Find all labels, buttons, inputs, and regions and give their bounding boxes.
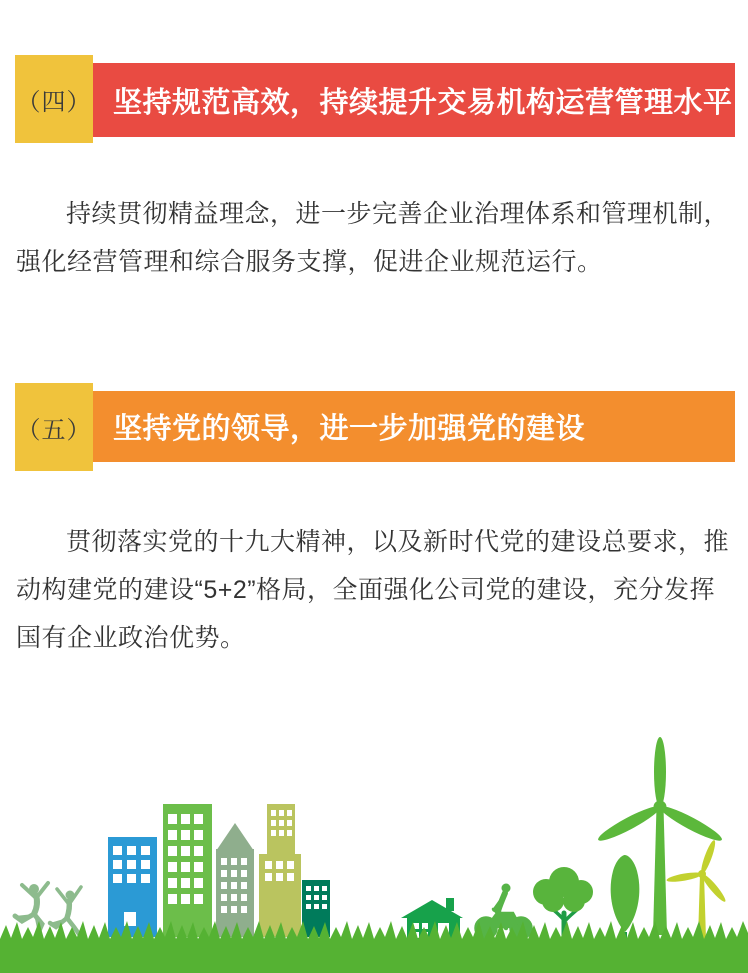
section4-title-banner [93, 63, 735, 137]
section5-title-banner [93, 391, 735, 462]
tree-icon [533, 867, 593, 939]
gray-building [216, 823, 254, 937]
green-building-windows [168, 814, 203, 904]
blue-building-door [124, 912, 136, 926]
olive-building [259, 804, 301, 937]
olive-building-upper-windows [271, 810, 292, 836]
eco-city-illustration [0, 713, 748, 973]
section4-number-badge: （四） [15, 55, 93, 143]
section4-title: 坚持规范高效，持续提升交易机构运营管理水平 [113, 86, 733, 119]
section5-body [16, 518, 740, 662]
blue-building [108, 837, 157, 937]
olive-building-lower-windows [265, 861, 294, 881]
body-line: 贯彻落实党的十九大精神，以及新时代党的建设总要求，推 [66, 528, 730, 556]
small-wind-turbine-icon [666, 839, 728, 939]
blue-building-windows [113, 846, 150, 883]
body-line: 国有企业政治优势。 [16, 624, 246, 652]
body-line: 持续贯彻精益理念，进一步完善企业治理体系和管理机制， [66, 200, 730, 228]
gray-building-windows [221, 858, 247, 913]
section4-body [16, 190, 740, 286]
teal-building-windows [306, 886, 330, 909]
section5-number-badge: （五） [15, 383, 93, 471]
jumping-people-icon [15, 883, 81, 934]
body-line: 强化经营管理和综合服务支撑，促进企业规范运行。 [16, 248, 603, 276]
body-line: 动构建党的建设“5+2”格局，全面强化公司党的建设，充分发挥 [16, 576, 716, 604]
section5-title: 坚持党的领导，进一步加强党的建设 [113, 413, 586, 445]
cypress-tree-icon [611, 855, 640, 938]
green-building [163, 804, 212, 937]
